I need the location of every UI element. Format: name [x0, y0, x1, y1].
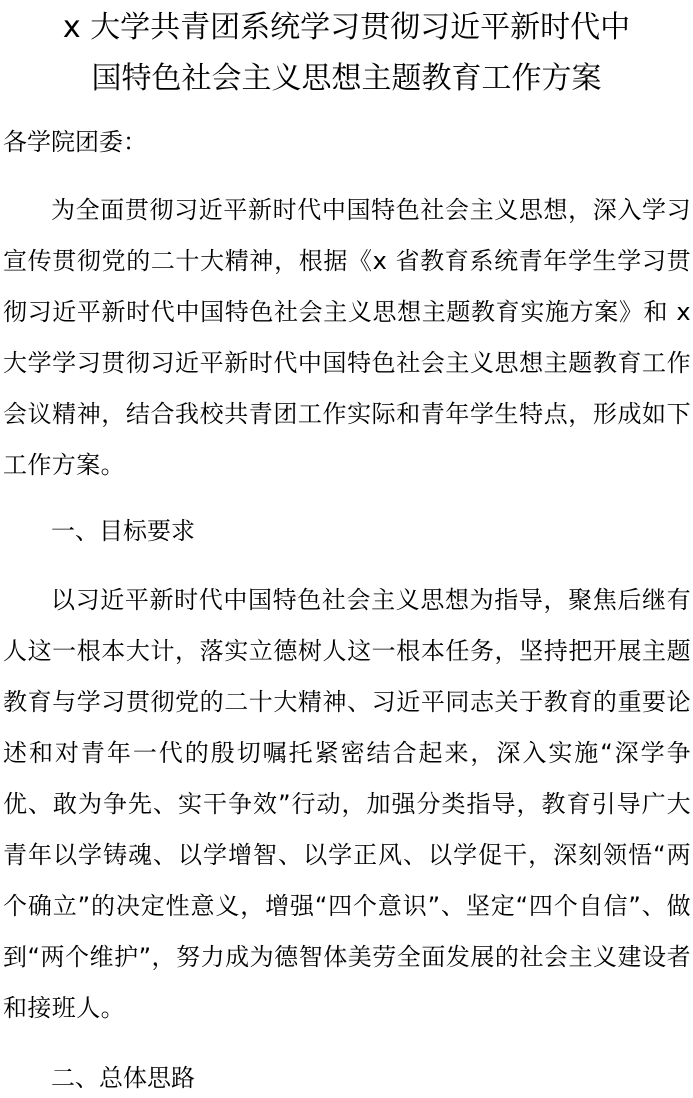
intro-paragraph: 为全面贯彻习近平新时代中国特色社会主义思想，深入学习宣传贯彻党的二十大精神，根据《x 省教育系统青年学生学习贯彻习近平新时代中国特色社会主义思想主题教育实施方案》和 x 大学学习贯彻习近平新时代中国特色社会主义思想主题教育工作会议精神，结合我校共青团工作实际和青年学生特点，形成如下工作方案。 [3, 196, 691, 479]
salutation: 各学院团委： [3, 128, 147, 156]
section-heading-goals: 一、目标要求 [51, 517, 195, 545]
section-heading-approach: 二、总体思路 [51, 1064, 195, 1092]
goals-paragraph: 以习近平新时代中国特色社会主义思想为指导，聚焦后继有人这一根本大计，落实立德树人这一根本任务，坚持把开展主题教育与学习贯彻党的二十大精神、习近平同志关于教育的重要论述和对青年一代的殷切嘱托紧密结合起来，深入实施“深学争优、敢为争先、实干争效”行动，加强分类指导，教育引导广大青年以学铸魂、以学增智、以学正风、以学促干，深刻领悟“两个确立”的决定性意义，增强“四个意识”、坚定“四个自信”、做到“两个维护”，努力成为德智体美劳全面发展的社会主义建设者和接班人。 [3, 586, 691, 1022]
document-title-line-1: x 大学共青团系统学习贯彻习近平新时代中 [62, 10, 631, 45]
document-title-line-2: 国特色社会主义思想主题教育工作方案 [91, 61, 602, 96]
